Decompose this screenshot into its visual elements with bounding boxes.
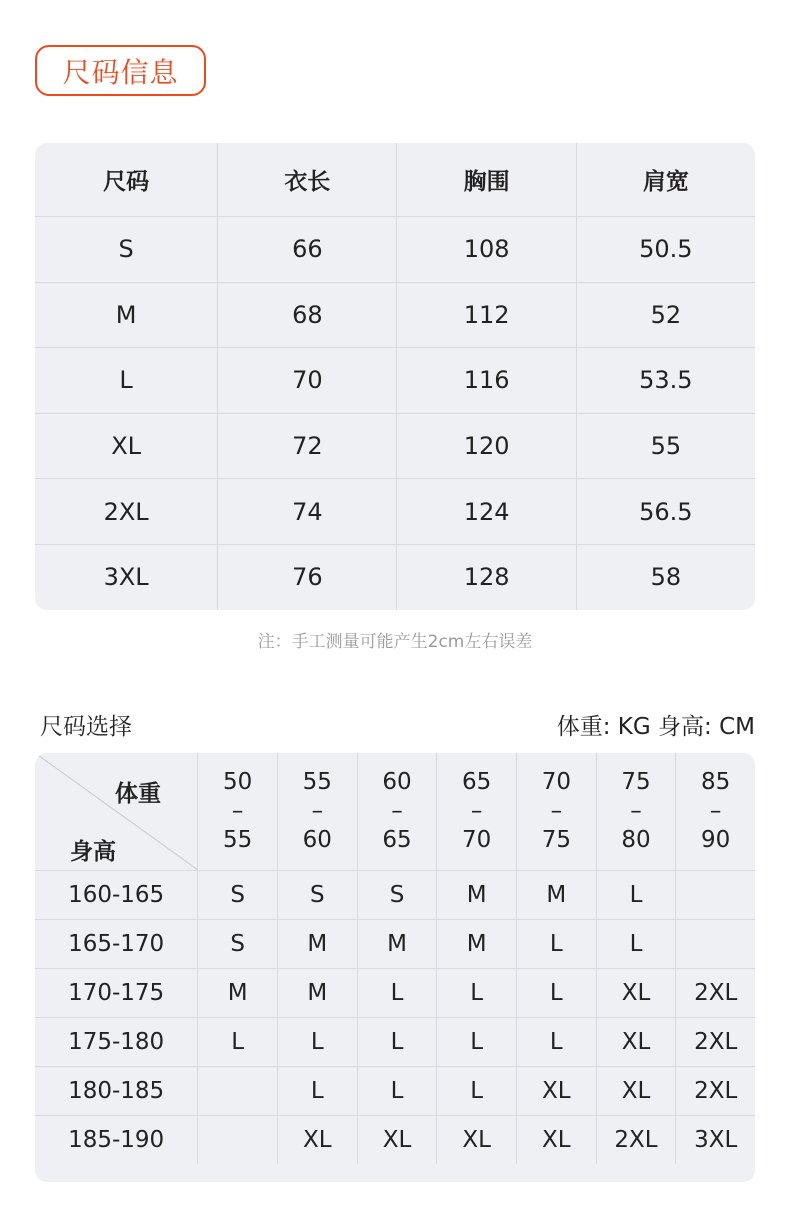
table-row (35, 216, 755, 282)
size-cell: M (357, 920, 437, 968)
height-range-cell: 175-180 (68, 1029, 165, 1055)
size-cell: M (197, 969, 277, 1017)
table-row (35, 282, 755, 348)
table-cell: 53.5 (576, 348, 755, 413)
range-dash: – (550, 798, 563, 824)
weight-max: 70 (462, 827, 492, 853)
measurement-note: 注：手工测量可能产生2cm左右误差 (257, 632, 533, 652)
table-cell: 70 (217, 348, 396, 413)
weight-max: 80 (621, 827, 651, 853)
height-axis-label: 身高 (70, 839, 116, 865)
table-row (35, 1017, 755, 1066)
range-dash: – (391, 798, 403, 824)
header-cell: 尺码 (103, 169, 150, 195)
table-cell: 2XL (103, 497, 149, 526)
size-cell: L (357, 1067, 437, 1115)
weight-min: 70 (541, 769, 571, 795)
table-cell: 120 (396, 414, 575, 479)
size-cell: L (596, 871, 676, 919)
weight-min: 55 (302, 769, 332, 795)
range-dash: – (709, 798, 722, 824)
range-dash: – (311, 798, 324, 824)
weight-range-cell (277, 753, 357, 870)
table-row (35, 347, 755, 413)
table-row (35, 478, 755, 544)
size-selection-title: 尺码选择 (40, 714, 132, 740)
size-cell (197, 1116, 277, 1164)
size-cell: S (197, 920, 277, 968)
table-cell: 3XL (103, 563, 149, 592)
header-cell: 衣长 (217, 143, 396, 216)
table-cell: 66 (217, 217, 396, 282)
table-cell: L (119, 366, 133, 395)
size-cell: XL (436, 1116, 516, 1164)
weight-range-cell (675, 753, 755, 870)
size-cell: M (277, 920, 357, 968)
size-cell: S (197, 871, 277, 919)
units-label: 体重: KG 身高: CM (556, 714, 755, 740)
size-cell: L (516, 969, 596, 1017)
size-cell: 2XL (675, 969, 755, 1017)
table-cell: 50.5 (576, 217, 755, 282)
size-cell: XL (516, 1116, 596, 1164)
size-cell: M (436, 920, 516, 968)
table-row (35, 870, 755, 919)
size-cell: M (277, 969, 357, 1017)
size-cell: XL (357, 1116, 437, 1164)
height-range-cell: 180-185 (68, 1078, 165, 1104)
table-row (35, 413, 755, 479)
table-row (35, 544, 755, 610)
size-info-table (35, 143, 755, 610)
header-cell: 胸围 (396, 143, 575, 216)
size-cell: L (436, 969, 516, 1017)
size-cell: L (516, 920, 596, 968)
weight-min: 85 (701, 769, 731, 795)
size-cell: L (277, 1067, 357, 1115)
corner-cell (35, 753, 197, 870)
size-cell: XL (596, 1018, 676, 1066)
size-cell: L (436, 1067, 516, 1115)
table-row (35, 919, 755, 968)
size-cell: XL (596, 969, 676, 1017)
table-cell: 128 (396, 545, 575, 610)
weight-range-cell (357, 753, 437, 870)
weight-min: 65 (462, 769, 492, 795)
size-cell: L (596, 920, 676, 968)
table-cell: 72 (217, 414, 396, 479)
table-cell: 58 (576, 545, 755, 610)
range-dash: – (231, 798, 244, 824)
selection-header-row (35, 753, 755, 870)
weight-range-cell (197, 753, 277, 870)
height-range-cell: 160-165 (68, 882, 165, 908)
size-cell: L (436, 1018, 516, 1066)
size-table-header (35, 143, 755, 216)
height-range-cell: 185-190 (68, 1127, 165, 1153)
table-cell: 76 (217, 545, 396, 610)
table-cell: 68 (217, 283, 396, 348)
table-row (35, 968, 755, 1017)
weight-max: 55 (223, 827, 253, 853)
size-cell: M (516, 871, 596, 919)
size-cell: XL (596, 1067, 676, 1115)
size-cell: L (357, 969, 437, 1017)
height-range-cell: 170-175 (68, 980, 165, 1006)
size-cell (675, 871, 755, 919)
table-cell: 56.5 (576, 479, 755, 544)
size-cell: L (516, 1018, 596, 1066)
table-cell: XL (111, 432, 142, 461)
size-cell (197, 1067, 277, 1115)
weight-range-cell (516, 753, 596, 870)
table-cell: 55 (576, 414, 755, 479)
weight-min: 50 (223, 769, 253, 795)
table-row (35, 1066, 755, 1115)
section-title-tag: 尺码信息 (35, 45, 206, 96)
diagonal-divider (35, 753, 198, 870)
weight-max: 60 (302, 827, 332, 853)
weight-min: 75 (621, 769, 651, 795)
weight-max: 90 (701, 827, 731, 853)
table-cell: 116 (396, 348, 575, 413)
table-cell: S (118, 235, 134, 264)
size-cell: L (197, 1018, 277, 1066)
size-cell: 3XL (675, 1116, 755, 1164)
height-range-cell: 165-170 (68, 931, 165, 957)
table-cell: 52 (576, 283, 755, 348)
table-cell: 74 (217, 479, 396, 544)
size-cell: 2XL (675, 1018, 755, 1066)
size-cell: XL (516, 1067, 596, 1115)
weight-range-cell (436, 753, 516, 870)
header-cell: 肩宽 (576, 143, 755, 216)
size-cell (675, 920, 755, 968)
size-cell: 2XL (596, 1116, 676, 1164)
size-cell: M (436, 871, 516, 919)
weight-min: 60 (382, 769, 412, 795)
weight-max: 75 (541, 827, 571, 853)
size-cell: S (277, 871, 357, 919)
range-dash: – (630, 798, 642, 824)
table-cell: 124 (396, 479, 575, 544)
weight-range-cell (596, 753, 676, 870)
size-cell: L (277, 1018, 357, 1066)
size-selection-table (35, 753, 755, 1182)
size-cell: 2XL (675, 1067, 755, 1115)
size-cell: XL (277, 1116, 357, 1164)
table-row (35, 1115, 755, 1164)
size-cell: L (357, 1018, 437, 1066)
size-cell: S (357, 871, 437, 919)
table-cell: 108 (396, 217, 575, 282)
range-dash: – (470, 798, 483, 824)
table-cell: M (115, 300, 137, 329)
weight-axis-label: 体重 (115, 781, 161, 807)
table-cell: 112 (396, 283, 575, 348)
weight-max: 65 (382, 827, 412, 853)
